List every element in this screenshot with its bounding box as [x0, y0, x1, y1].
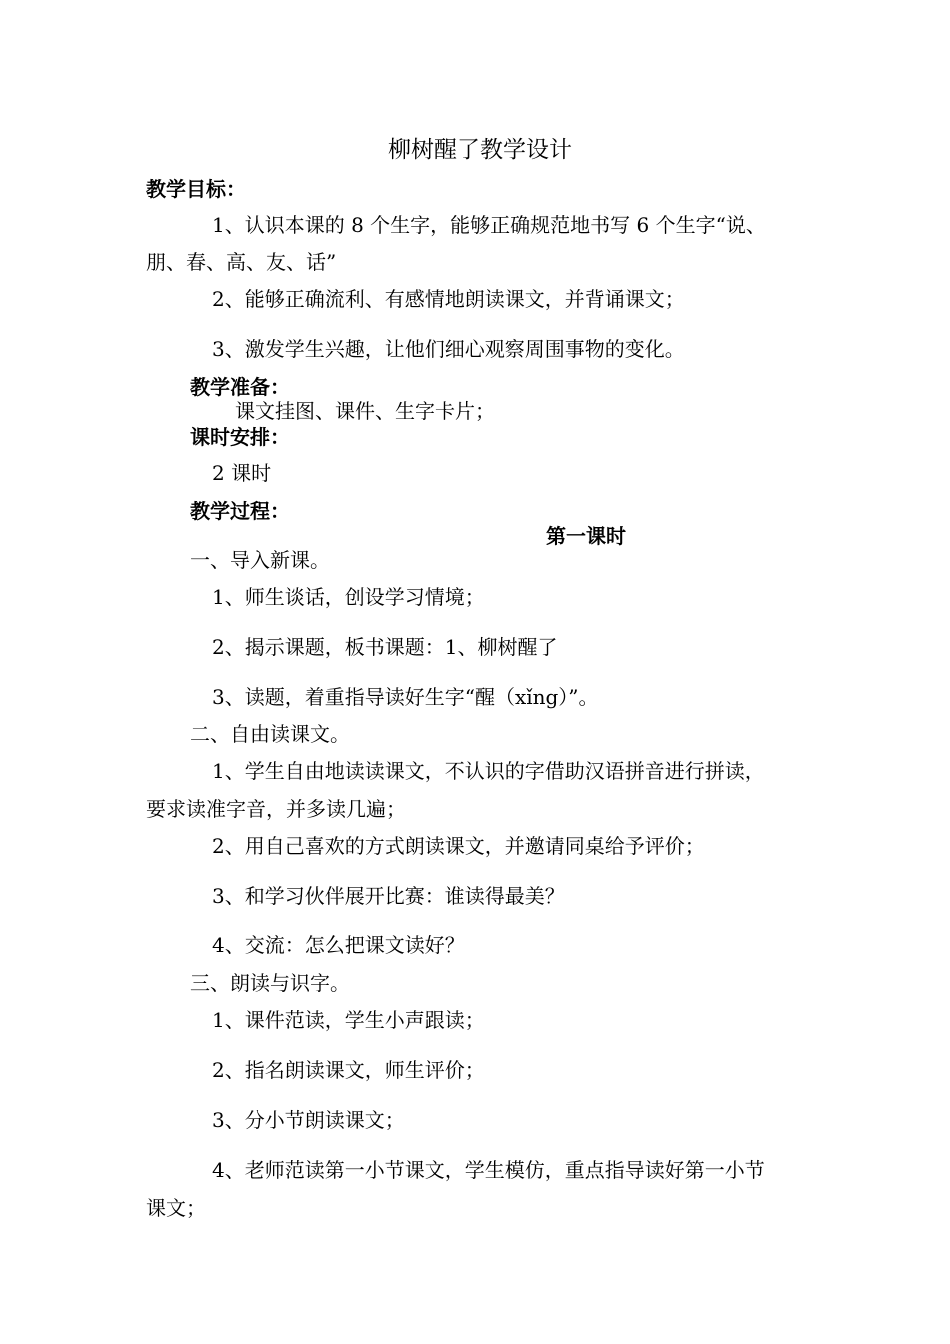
section-item: 1、课件范读，学生小声跟读；: [212, 1008, 485, 1032]
section-item: 3、分小节朗读课文；: [212, 1108, 405, 1132]
section-item: 1、学生自由地读读课文，不认识的字借助汉语拼音进行拼读，: [212, 759, 765, 783]
section-heading: 一、导入新课。: [190, 548, 330, 572]
prep-heading: 教学准备：: [190, 375, 290, 399]
section-item: 1、师生谈话，创设学习情境；: [212, 585, 485, 609]
process-heading: 教学过程：: [190, 499, 290, 523]
goal-line: 3、激发学生兴趣，让他们细心观察周围事物的变化。: [212, 337, 685, 361]
section-item: 要求读准字音，并多读几遍；: [146, 797, 406, 821]
lesson-heading: 第一课时: [546, 524, 626, 548]
schedule-text: 2 课时: [212, 461, 272, 485]
section-item: 3、和学习伙伴展开比赛：谁读得最美？: [212, 884, 565, 908]
section-item: 课文；: [146, 1196, 206, 1220]
goals-heading: 教学目标：: [146, 177, 246, 201]
prep-text: 课文挂图、课件、生字卡片；: [235, 399, 495, 423]
document-title: 柳树醒了教学设计: [388, 137, 572, 163]
section-item: 3、读题，着重指导读好生字“醒（xǐng）”。: [212, 685, 599, 709]
section-heading: 三、朗读与识字。: [190, 971, 350, 995]
section-heading: 二、自由读课文。: [190, 722, 350, 746]
section-item: 4、老师范读第一小节课文，学生模仿，重点指导读好第一小节: [212, 1158, 765, 1182]
section-item: 2、揭示课题，板书课题：1、柳树醒了: [212, 635, 558, 659]
goal-line: 朋、春、高、友、话”: [146, 250, 337, 274]
section-item: 4、交流：怎么把课文读好？: [212, 933, 465, 957]
section-item: 2、指名朗读课文，师生评价；: [212, 1058, 485, 1082]
goal-line: 1、认识本课的 8 个生字，能够正确规范地书写 6 个生字“说、: [212, 213, 766, 237]
schedule-heading: 课时安排：: [190, 425, 290, 449]
goal-line: 2、能够正确流利、有感情地朗读课文，并背诵课文；: [212, 287, 685, 311]
section-item: 2、用自己喜欢的方式朗读课文，并邀请同桌给予评价；: [212, 834, 705, 858]
